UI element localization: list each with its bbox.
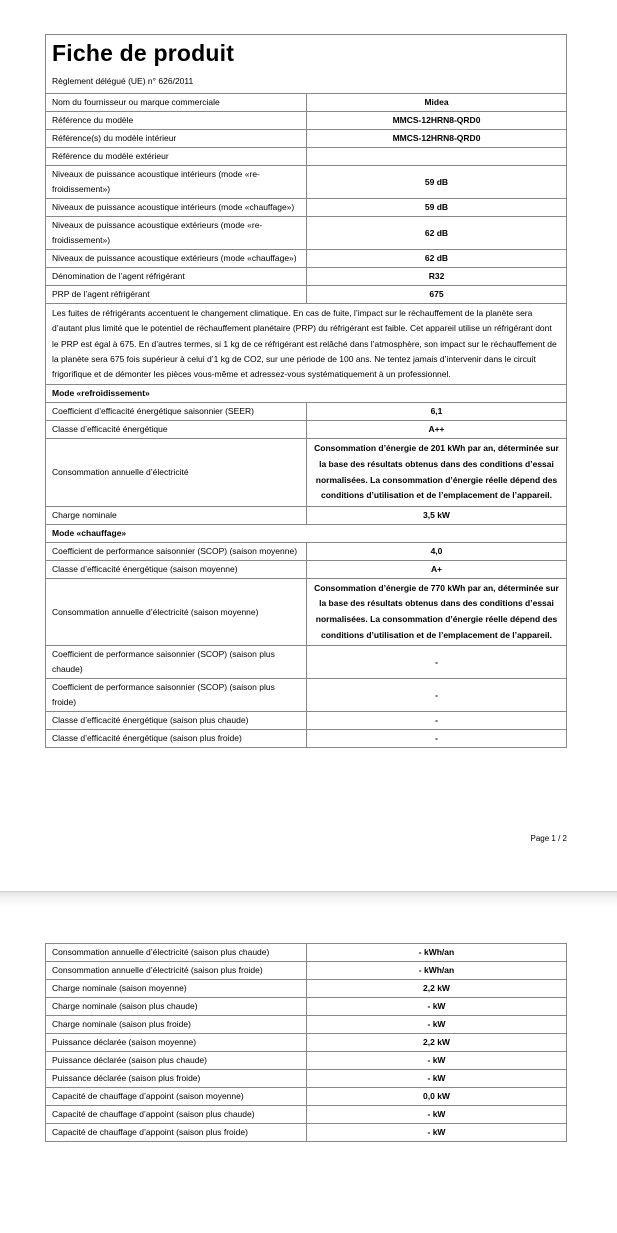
row-label: Classe d’efficacité énergétique (saison plus froide) bbox=[46, 730, 307, 748]
row-value: - kW bbox=[307, 1016, 567, 1034]
row-label: Dénomination de l’agent réfrigérant bbox=[46, 268, 307, 286]
charge-value: 3,5 kW bbox=[307, 506, 567, 524]
row-value: - kW bbox=[307, 1052, 567, 1070]
row-label: Classe d’efficacité énergétique (saison plus chaude) bbox=[46, 712, 307, 730]
table-row bbox=[46, 560, 567, 578]
row-value: R32 bbox=[307, 268, 567, 286]
row-label: Coefficient d’efficacité énergétique saisonnier (SEER) bbox=[46, 403, 307, 421]
product-sheet-page-2 bbox=[45, 943, 567, 1142]
table-row bbox=[46, 1106, 567, 1124]
row-value: - bbox=[307, 730, 567, 748]
table-row bbox=[46, 403, 567, 421]
product-table-continued bbox=[45, 943, 567, 1142]
table-row bbox=[46, 1016, 567, 1034]
row-label: Capacité de chauffage d’appoint (saison moyenne) bbox=[46, 1088, 307, 1106]
row-value: - kW bbox=[307, 998, 567, 1016]
table-row bbox=[46, 980, 567, 998]
row-value: MMCS-12HRN8-QRD0 bbox=[307, 112, 567, 130]
row-label: Coefficient de performance saisonnier (SCOP) (saison plus froide) bbox=[46, 679, 307, 712]
row-value bbox=[307, 148, 567, 166]
table-row bbox=[46, 439, 567, 506]
row-label: Charge nominale (saison plus froide) bbox=[46, 1016, 307, 1034]
row-label: Consommation annuelle d’électricité (saison plus froide) bbox=[46, 962, 307, 980]
table-row bbox=[46, 130, 567, 148]
cooling-mode-header: Mode «refroidissement» bbox=[46, 385, 567, 403]
table-row bbox=[46, 268, 567, 286]
row-label: Classe d’efficacité énergétique (saison moyenne) bbox=[46, 560, 307, 578]
row-label: Niveaux de puissance acoustique extérieurs (mode «chauffage») bbox=[46, 250, 307, 268]
row-value: - kWh/an bbox=[307, 962, 567, 980]
section-header-row bbox=[46, 385, 567, 403]
seer-value: 6,1 bbox=[307, 403, 567, 421]
product-table bbox=[45, 93, 567, 748]
row-value: - bbox=[307, 679, 567, 712]
row-value: Midea bbox=[307, 94, 567, 112]
row-value: - bbox=[307, 646, 567, 679]
row-label: Niveaux de puissance acoustique intérieurs (mode «re-froidissement») bbox=[46, 166, 307, 199]
scop-value: 4,0 bbox=[307, 542, 567, 560]
energy-class-value: A++ bbox=[307, 421, 567, 439]
row-label: Niveaux de puissance acoustique intérieurs (mode «chauffage») bbox=[46, 199, 307, 217]
row-label: Niveaux de puissance acoustique extérieurs (mode «re-froidissement») bbox=[46, 217, 307, 250]
product-sheet-page-1 bbox=[45, 34, 567, 748]
row-label: Charge nominale bbox=[46, 506, 307, 524]
table-row bbox=[46, 712, 567, 730]
row-value: 59 dB bbox=[307, 166, 567, 199]
row-label: Capacité de chauffage d’appoint (saison plus froide) bbox=[46, 1124, 307, 1142]
page-title: Fiche de produit bbox=[52, 40, 235, 66]
row-label: Référence du modèle bbox=[46, 112, 307, 130]
table-row bbox=[46, 286, 567, 304]
table-row bbox=[46, 962, 567, 980]
row-value: 2,2 kW bbox=[307, 1034, 567, 1052]
table-row bbox=[46, 421, 567, 439]
table-row bbox=[46, 1088, 567, 1106]
row-label: Référence du modèle extérieur bbox=[46, 148, 307, 166]
table-row bbox=[46, 578, 567, 645]
row-label: Coefficient de performance saisonnier (SCOP) (saison plus chaude) bbox=[46, 646, 307, 679]
table-row bbox=[46, 998, 567, 1016]
row-label: Puissance déclarée (saison moyenne) bbox=[46, 1034, 307, 1052]
row-value: 675 bbox=[307, 286, 567, 304]
row-label: Nom du fournisseur ou marque commerciale bbox=[46, 94, 307, 112]
table-row bbox=[46, 250, 567, 268]
table-row bbox=[46, 730, 567, 748]
row-label: Consommation annuelle d’électricité bbox=[46, 439, 307, 506]
page-number: Page 1 / 2 bbox=[530, 834, 567, 843]
consumption-value: Consommation d’énergie de 770 kWh par an, déterminée sur la base des résultats obtenus dans des conditions d’essai normalisées. La consommation d’énergie réelle dépend des conditions d’utilisation et de l’emplacement de l’appareil. bbox=[307, 578, 567, 645]
table-row bbox=[46, 112, 567, 130]
regulation-reference: Règlement délégué (UE) n° 626/2011 bbox=[52, 76, 194, 86]
row-label: Classe d’efficacité énergétique bbox=[46, 421, 307, 439]
row-label: Charge nominale (saison plus chaude) bbox=[46, 998, 307, 1016]
row-value: 62 dB bbox=[307, 250, 567, 268]
row-value: - kWh/an bbox=[307, 944, 567, 962]
row-label: Puissance déclarée (saison plus chaude) bbox=[46, 1052, 307, 1070]
row-label: Capacité de chauffage d’appoint (saison plus chaude) bbox=[46, 1106, 307, 1124]
table-row bbox=[46, 199, 567, 217]
row-label: Référence(s) du modèle intérieur bbox=[46, 130, 307, 148]
table-row bbox=[46, 148, 567, 166]
row-value: MMCS-12HRN8-QRD0 bbox=[307, 130, 567, 148]
row-value: 0,0 kW bbox=[307, 1088, 567, 1106]
table-row bbox=[46, 94, 567, 112]
table-row bbox=[46, 1070, 567, 1088]
row-value: - kW bbox=[307, 1070, 567, 1088]
table-row bbox=[46, 646, 567, 679]
table-row bbox=[46, 679, 567, 712]
row-label: PRP de l’agent réfrigérant bbox=[46, 286, 307, 304]
table-row bbox=[46, 1052, 567, 1070]
row-value: 62 dB bbox=[307, 217, 567, 250]
table-row bbox=[46, 217, 567, 250]
table-row bbox=[46, 542, 567, 560]
section-header-row bbox=[46, 524, 567, 542]
table-row bbox=[46, 1124, 567, 1142]
row-label: Coefficient de performance saisonnier (SCOP) (saison moyenne) bbox=[46, 542, 307, 560]
row-label: Consommation annuelle d’électricité (saison plus chaude) bbox=[46, 944, 307, 962]
title-box bbox=[45, 34, 567, 93]
row-value: - bbox=[307, 712, 567, 730]
table-row bbox=[46, 944, 567, 962]
row-label: Charge nominale (saison moyenne) bbox=[46, 980, 307, 998]
table-row bbox=[46, 506, 567, 524]
table-row bbox=[46, 304, 567, 385]
row-label: Consommation annuelle d’électricité (saison moyenne) bbox=[46, 578, 307, 645]
energy-class-value: A+ bbox=[307, 560, 567, 578]
heating-mode-header: Mode «chauffage» bbox=[46, 524, 567, 542]
table-row bbox=[46, 1034, 567, 1052]
row-label: Puissance déclarée (saison plus froide) bbox=[46, 1070, 307, 1088]
consumption-value: Consommation d’énergie de 201 kWh par an, déterminée sur la base des résultats obtenus dans des conditions d’essai normalisées. La consommation d’énergie réelle dépend des conditions d’utilisation et de l’emplacement de l’appareil. bbox=[307, 439, 567, 506]
row-value: 59 dB bbox=[307, 199, 567, 217]
page-divider bbox=[0, 891, 617, 907]
refrigerant-warning-text: Les fuites de réfrigérants accentuent le changement climatique. En cas de fuite, l’impact sur le réchauffement de la planète sera d’autant plus limité que le potentiel de réchauffement planétaire (PRP) du réfrigérant est faible. Cet appareil utilise un réfrigérant dont le PRP est égal à 675. En d’autres termes, si 1 kg de ce réfrigérant est relâché dans l’atmosphère, son impact sur le réchauffement de la planète sera 675 fois supérieur à celui d’1 kg de CO2, sur une période de 100 ans. Ne tentez jamais d’intervenir dans le circuit frigorifique et de démonter les pièces vous-même et adressez-vous systématiquement à un professionnel. bbox=[46, 304, 567, 385]
row-value: 2,2 kW bbox=[307, 980, 567, 998]
row-value: - kW bbox=[307, 1106, 567, 1124]
row-value: - kW bbox=[307, 1124, 567, 1142]
table-row bbox=[46, 166, 567, 199]
